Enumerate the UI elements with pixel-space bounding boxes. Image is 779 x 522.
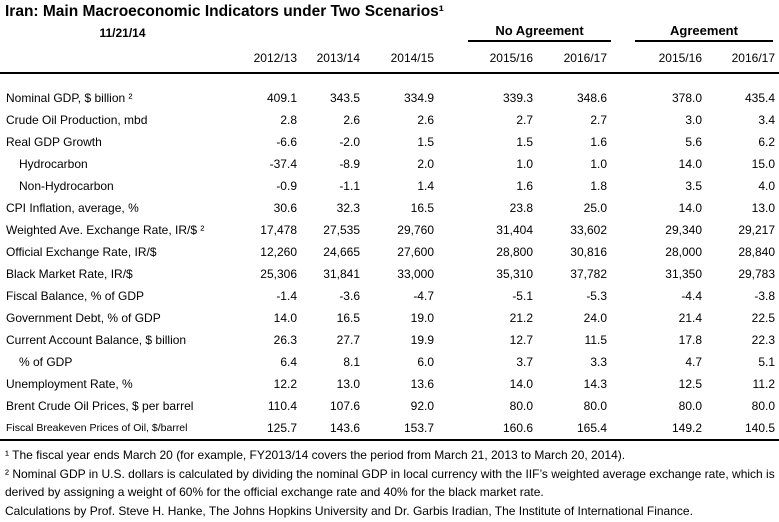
indicators-table bbox=[0, 22, 779, 441]
col-header-agr-2016-17: 2016/17 bbox=[706, 43, 779, 73]
cell-value: 3.3 bbox=[590, 355, 607, 369]
cell-value: 2.8 bbox=[280, 113, 297, 127]
cell-value: 143.6 bbox=[301, 417, 364, 440]
row-label: Current Account Balance, $ billion bbox=[6, 333, 187, 347]
col-header-noagr-2015-16: 2015/16 bbox=[438, 43, 537, 73]
cell-value: 33,602 bbox=[570, 223, 607, 237]
cell-value: 31,350 bbox=[665, 267, 702, 281]
cell-value: 80.0 bbox=[751, 399, 776, 413]
table-row bbox=[0, 373, 779, 395]
cell-value: 23.8 bbox=[509, 201, 533, 215]
row-label: Real GDP Growth bbox=[6, 135, 102, 149]
cell-value: -1.4 bbox=[276, 289, 297, 303]
cell-value: 339.3 bbox=[502, 91, 533, 105]
row-label: Government Debt, % of GDP bbox=[6, 311, 161, 325]
cell-value: 165.4 bbox=[537, 417, 611, 440]
table-row bbox=[0, 197, 779, 219]
cell-value: 29,760 bbox=[397, 223, 434, 237]
cell-value: 29,340 bbox=[665, 223, 702, 237]
cell-value: -0.9 bbox=[276, 179, 297, 193]
col-header-2013-14: 2013/14 bbox=[301, 43, 364, 73]
cell-value: 24,665 bbox=[323, 245, 360, 259]
cell-value: 1.0 bbox=[590, 157, 607, 171]
cell-value: 30,816 bbox=[570, 245, 607, 259]
cell-value: 28,800 bbox=[496, 245, 533, 259]
cell-value: 80.0 bbox=[583, 399, 607, 413]
cell-value: 17,478 bbox=[260, 223, 297, 237]
cell-value: 1.4 bbox=[417, 179, 434, 193]
cell-value: 5.1 bbox=[758, 355, 776, 369]
cell-value: 6.4 bbox=[280, 355, 297, 369]
cell-value: 31,841 bbox=[323, 267, 360, 281]
row-label: Non-Hydrocarbon bbox=[19, 179, 114, 193]
footnote-1: ¹ The fiscal year ends March 20 (for example, FY2013/14 covers the period from March 21, 2013 to March 20, 2014). bbox=[5, 448, 626, 462]
cell-value: 2.0 bbox=[417, 157, 434, 171]
cell-value: 3.4 bbox=[758, 113, 776, 127]
cell-value: 110.4 bbox=[267, 399, 297, 413]
cell-value: 27,600 bbox=[397, 245, 434, 259]
table-row bbox=[0, 153, 779, 175]
row-label: Hydrocarbon bbox=[19, 157, 88, 171]
cell-value: 3.0 bbox=[685, 113, 702, 127]
row-label: Crude Oil Production, mbd bbox=[6, 113, 148, 127]
cell-value: 3.5 bbox=[685, 179, 702, 193]
col-header-noagr-2016-17: 2016/17 bbox=[537, 43, 611, 73]
cell-value: 30.6 bbox=[273, 201, 297, 215]
cell-value: 2.6 bbox=[417, 113, 434, 127]
cell-value: -2.0 bbox=[339, 135, 360, 149]
cell-value: 25,306 bbox=[260, 267, 297, 281]
cell-value: -5.3 bbox=[586, 289, 607, 303]
cell-value: 16.5 bbox=[336, 311, 360, 325]
cell-value: 6.2 bbox=[758, 135, 776, 149]
footnote-2: ² Nominal GDP in U.S. dollars is calculated by dividing the nominal GDP in local currency with the IIF’s weighted average exchange rate, which is derived by assigning a weight of 60% for the official exchange rate and 40% for the black market rate. bbox=[5, 466, 775, 499]
row-label: Brent Crude Oil Prices, $ per barrel bbox=[6, 399, 194, 413]
table-body bbox=[0, 73, 779, 440]
cell-value: 12.7 bbox=[509, 333, 533, 347]
table-header bbox=[0, 22, 779, 73]
group-header-no-agreement: No Agreement bbox=[468, 23, 611, 42]
cell-value: 31,404 bbox=[496, 223, 533, 237]
cell-value: -5.1 bbox=[512, 289, 533, 303]
label-column-header bbox=[0, 43, 245, 73]
table-row bbox=[0, 241, 779, 263]
cell-value: 1.6 bbox=[590, 135, 607, 149]
cell-value: -1.1 bbox=[339, 179, 360, 193]
cell-value: 27,535 bbox=[323, 223, 360, 237]
cell-value: 28,000 bbox=[665, 245, 702, 259]
cell-value: -3.8 bbox=[754, 289, 776, 303]
cell-value: 140.5 bbox=[706, 417, 779, 440]
cell-value: 334.9 bbox=[403, 91, 434, 105]
cell-value: 92.0 bbox=[410, 399, 434, 413]
group-cell-no-agreement bbox=[438, 22, 611, 43]
cell-value: 160.6 bbox=[438, 417, 537, 440]
cell-value: -37.4 bbox=[269, 157, 297, 171]
cell-value: 19.0 bbox=[410, 311, 434, 325]
row-label: % of GDP bbox=[19, 355, 73, 369]
cell-value: 4.0 bbox=[758, 179, 776, 193]
cell-value: 14.0 bbox=[678, 201, 702, 215]
table-row bbox=[0, 109, 779, 131]
col-header-2014-15: 2014/15 bbox=[364, 43, 438, 73]
cell-value: 1.0 bbox=[516, 157, 533, 171]
cell-value: 19.9 bbox=[410, 333, 434, 347]
group-header-agreement: Agreement bbox=[635, 23, 773, 42]
cell-value: 2.7 bbox=[590, 113, 607, 127]
cell-value: 27.7 bbox=[336, 333, 360, 347]
cell-value: 4.7 bbox=[685, 355, 702, 369]
row-label: Black Market Rate, IR/$ bbox=[6, 267, 133, 281]
table-row bbox=[0, 131, 779, 153]
cell-value: 32.3 bbox=[336, 201, 360, 215]
cell-value: 1.5 bbox=[516, 135, 533, 149]
year-header-row bbox=[0, 43, 779, 73]
table-row bbox=[0, 351, 779, 373]
group-header-row bbox=[0, 22, 779, 43]
footnote-credits: Calculations by Prof. Steve H. Hanke, The Johns Hopkins University and Dr. Garbis Iradian, The Institute of International Finance. bbox=[5, 503, 693, 518]
cell-value: 3.7 bbox=[516, 355, 533, 369]
cell-value: 13.6 bbox=[410, 377, 434, 391]
table-row bbox=[0, 73, 779, 109]
cell-value: 14.0 bbox=[678, 157, 702, 171]
cell-value: 348.6 bbox=[576, 91, 607, 105]
cell-value: 24.0 bbox=[583, 311, 607, 325]
cell-value: 29,217 bbox=[738, 223, 776, 237]
group-cell-agreement bbox=[611, 22, 779, 43]
table-row bbox=[0, 307, 779, 329]
cell-value: 80.0 bbox=[678, 399, 702, 413]
row-label: Unemployment Rate, % bbox=[6, 377, 133, 391]
table-row bbox=[0, 219, 779, 241]
cell-value: 29,783 bbox=[738, 267, 776, 281]
cell-value: -3.6 bbox=[339, 289, 360, 303]
cell-value: 11.2 bbox=[752, 377, 776, 391]
cell-value: 13.0 bbox=[751, 201, 776, 215]
cell-value: 35,310 bbox=[496, 267, 533, 281]
cell-value: 14.0 bbox=[273, 311, 297, 325]
row-label: Official Exchange Rate, IR/$ bbox=[6, 245, 157, 259]
cell-value: 149.2 bbox=[611, 417, 706, 440]
cell-value: 80.0 bbox=[509, 399, 533, 413]
cell-value: 26.3 bbox=[273, 333, 297, 347]
cell-value: 125.7 bbox=[245, 417, 301, 440]
cell-value: -4.7 bbox=[413, 289, 434, 303]
cell-value: 16.5 bbox=[410, 201, 434, 215]
cell-value: -8.9 bbox=[339, 157, 360, 171]
row-label: Fiscal Balance, % of GDP bbox=[6, 289, 145, 303]
cell-value: 12.5 bbox=[678, 377, 702, 391]
cell-value: 1.5 bbox=[417, 135, 434, 149]
cell-value: 435.4 bbox=[744, 91, 776, 105]
cell-value: 12.2 bbox=[273, 377, 297, 391]
table-row bbox=[0, 285, 779, 307]
table-row bbox=[0, 329, 779, 351]
cell-value: 2.7 bbox=[516, 113, 533, 127]
cell-value: -4.4 bbox=[681, 289, 702, 303]
cell-value: 14.0 bbox=[509, 377, 533, 391]
row-label: Fiscal Breakeven Prices of Oil, $/barrel bbox=[0, 417, 245, 440]
cell-value: 28,840 bbox=[738, 245, 776, 259]
cell-value: 153.7 bbox=[364, 417, 438, 440]
cell-value: 33,000 bbox=[397, 267, 434, 281]
page-title: Iran: Main Macroeconomic Indicators under Two Scenarios¹ bbox=[5, 3, 444, 20]
cell-value: 1.8 bbox=[590, 179, 607, 193]
cell-value: -6.6 bbox=[276, 135, 297, 149]
footnotes bbox=[0, 441, 779, 520]
cell-value: 25.0 bbox=[583, 201, 607, 215]
cell-value: 1.6 bbox=[516, 179, 533, 193]
row-label: CPI Inflation, average, % bbox=[6, 201, 139, 215]
cell-value: 22.5 bbox=[751, 311, 776, 325]
row-label: Nominal GDP, $ billion ² bbox=[6, 91, 133, 105]
cell-value: 21.4 bbox=[678, 311, 702, 325]
cell-value: 12,260 bbox=[260, 245, 297, 259]
table-row bbox=[0, 417, 779, 440]
report-date: 11/21/14 bbox=[99, 25, 146, 40]
cell-value: 107.6 bbox=[329, 399, 360, 413]
col-header-2012-13: 2012/13 bbox=[245, 43, 301, 73]
cell-value: 14.3 bbox=[583, 377, 607, 391]
cell-value: 5.6 bbox=[685, 135, 702, 149]
cell-value: 343.5 bbox=[329, 91, 360, 105]
table-row bbox=[0, 175, 779, 197]
cell-value: 6.0 bbox=[417, 355, 434, 369]
row-label: Weighted Ave. Exchange Rate, IR/$ ² bbox=[6, 223, 205, 237]
cell-value: 17.8 bbox=[678, 333, 702, 347]
cell-value: 37,782 bbox=[570, 267, 607, 281]
group-spacer bbox=[245, 22, 438, 43]
cell-value: 21.2 bbox=[509, 311, 533, 325]
table-row bbox=[0, 395, 779, 417]
cell-value: 409.1 bbox=[266, 91, 297, 105]
cell-value: 13.0 bbox=[336, 377, 360, 391]
col-header-agr-2015-16: 2015/16 bbox=[611, 43, 706, 73]
cell-value: 378.0 bbox=[671, 91, 702, 105]
cell-value: 22.3 bbox=[751, 333, 776, 347]
cell-value: 8.1 bbox=[343, 355, 360, 369]
cell-value: 11.5 bbox=[584, 333, 607, 347]
cell-value: 15.0 bbox=[751, 157, 776, 171]
cell-value: 2.6 bbox=[343, 113, 360, 127]
table-row bbox=[0, 263, 779, 285]
